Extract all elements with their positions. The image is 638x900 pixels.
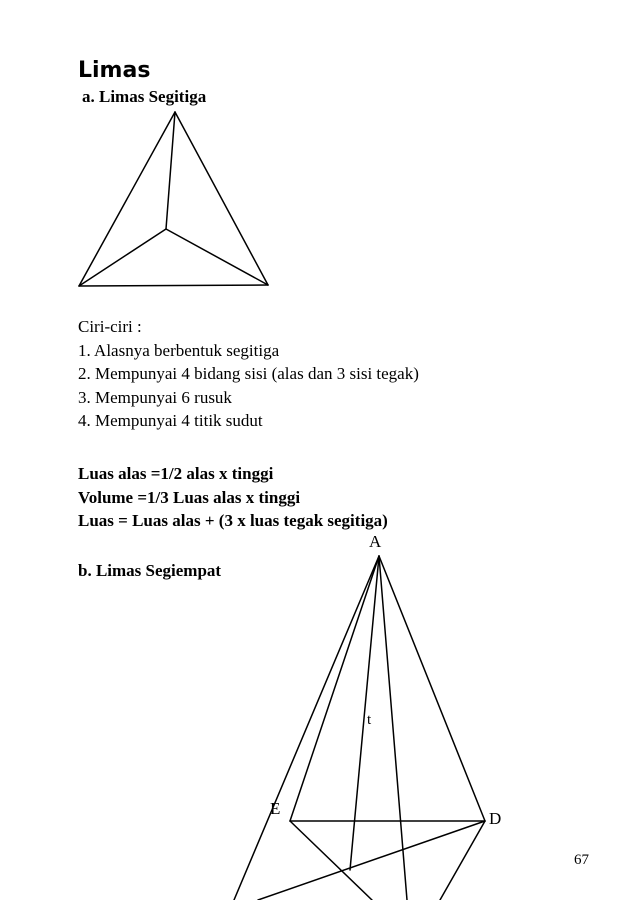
ciri-item: 3. Mempunyai 6 rusuk xyxy=(78,387,232,407)
pyramid-b-edge-d-bottom-right xyxy=(440,821,485,900)
ciri-list xyxy=(78,315,419,433)
page-number: 67 xyxy=(574,852,589,868)
section-b-heading: b. Limas Segiempat xyxy=(78,561,222,580)
pyramid-b-edge-d-bottom xyxy=(258,821,485,900)
height-label-t: t xyxy=(367,712,372,728)
formula-volume: Volume =1/3 Luas alas x tinggi xyxy=(78,487,301,507)
ciri-heading: Ciri-ciri : xyxy=(78,317,142,336)
page-title: Limas xyxy=(78,58,151,83)
vertex-label-e: E xyxy=(270,799,281,818)
square-pyramid-figure xyxy=(234,556,485,900)
pyramid-a-edge-inner-left xyxy=(79,229,166,286)
formula-luas: Luas = Luas alas + (3 x luas tegak segitiga) xyxy=(78,511,388,530)
pyramid-a-edge-left xyxy=(79,112,175,286)
pyramid-b-edge-a-left-outer xyxy=(234,556,379,900)
pyramid-b-edge-a-e xyxy=(290,556,379,821)
pyramid-a-edge-apex-inner xyxy=(166,112,175,229)
formula-list xyxy=(78,462,388,533)
pyramid-b-edge-e-bottom xyxy=(290,821,372,900)
pyramid-b-edge-a-bottom-right xyxy=(379,556,407,900)
pyramid-a-edge-base xyxy=(79,285,268,286)
vertex-label-d: D xyxy=(489,809,502,828)
ciri-item: 4. Mempunyai 4 titik sudut xyxy=(78,411,263,430)
triangular-pyramid-figure xyxy=(79,112,268,286)
vertex-label-a: A xyxy=(369,532,382,551)
ciri-item: 2. Mempunyai 4 bidang sisi (alas dan 3 sisi tegak) xyxy=(78,364,419,383)
section-a-heading: a. Limas Segitiga xyxy=(82,87,207,106)
pyramid-b-edge-a-d xyxy=(379,556,485,821)
formula-luas-alas: Luas alas =1/2 alas x tinggi xyxy=(78,464,274,483)
pyramid-b-height-line xyxy=(350,556,379,870)
ciri-item: 1. Alasnya berbentuk segitiga xyxy=(78,340,280,360)
